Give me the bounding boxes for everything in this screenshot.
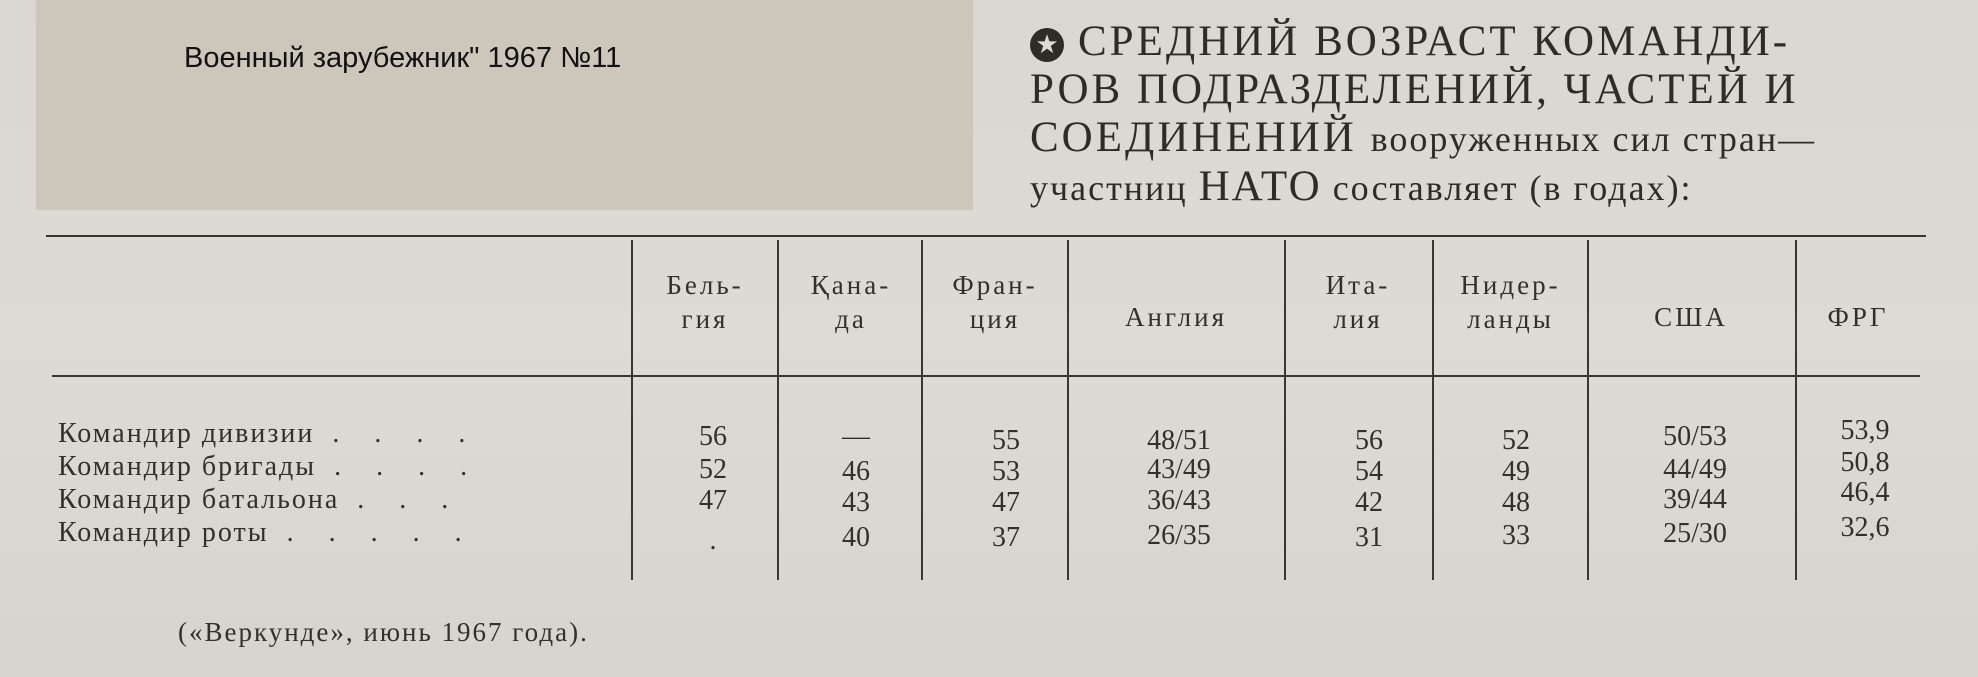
table-cell: 42 [1355,487,1383,518]
table-cell: 49 [1502,456,1530,487]
column-divider [1067,240,1069,580]
table-cell: 50/53 [1663,421,1727,452]
table-cell: 46 [842,456,870,487]
heading-line-3: СОЕДИНЕНИЙ [1030,114,1357,161]
column-header-canada: Қана- да [810,270,892,334]
heading-line-4: участниц [1030,168,1188,208]
source-note: («Веркунде», июнь 1967 года). [178,617,589,647]
column-header-frg: ФРГ [1827,302,1889,332]
star-icon: ★ [1030,28,1064,62]
table-cell: 44/49 [1663,454,1727,485]
row-label: Командир бригады . . . . [58,451,482,482]
table-cell: 40 [842,522,870,553]
table-cell: 53,9 [1840,415,1890,446]
column-divider [1284,240,1286,580]
table-cell: 46,4 [1840,477,1890,508]
column-divider [1432,240,1434,580]
table-cell: 43 [842,487,870,518]
table-cell: 56 [699,421,727,452]
table-top-rule [46,235,1926,237]
row-label: Командир роты . . . . . [58,517,476,548]
heading-line-4-cont: составляет (в годах): [1332,168,1693,208]
column-header-italy: Ита- лия [1325,270,1391,334]
heading-line-2: РОВ ПОДРАЗДЕЛЕНИЙ, ЧАСТЕЙ И [1030,66,1799,113]
table-cell: 54 [1355,456,1383,487]
table-cell: 47 [699,485,727,516]
column-divider [1587,240,1589,580]
table-cell: 53 [992,456,1020,487]
table-cell: 26/35 [1147,520,1211,551]
caption-text: Военный зарубежник" 1967 №11 [184,42,622,74]
heading-line-1: СРЕДНИЙ ВОЗРАСТ КОМАНДИ- [1078,18,1791,65]
column-divider [777,240,779,580]
table-cell: 52 [1502,425,1530,456]
table-cell: 55 [992,425,1020,456]
table-cell: 48 [1502,487,1530,518]
table-cell: 36/43 [1147,485,1211,516]
column-divider [1795,240,1797,580]
column-header-netherlands: Нидер- ланды [1460,270,1561,334]
table-cell: 39/44 [1663,484,1727,515]
table-cell: 33 [1502,520,1530,551]
heading-nato: НАТО [1198,163,1322,210]
table-cell: 50,8 [1840,447,1890,478]
column-header-usa: США [1654,302,1728,332]
table-cell: 56 [1355,425,1383,456]
column-header-england: Англия [1125,302,1227,332]
heading-line-3-cont: вооруженных сил стран— [1370,119,1817,159]
table-cell: 37 [992,522,1020,553]
column-divider [921,240,923,580]
table-cell: . [709,525,717,556]
caption-box [36,0,973,210]
row-label: Командир батальона . . . [58,484,463,515]
row-label: Командир дивизии . . . . [58,418,480,449]
heading [1030,18,1930,212]
table-cell: 31 [1355,522,1383,553]
table-cell: 52 [699,454,727,485]
table-cell: 47 [992,487,1020,518]
table-cell: — [842,421,870,452]
table-cell: 25/30 [1663,518,1727,549]
table-cell: 32,6 [1840,512,1890,543]
column-header-belgium: Бель- гия [666,270,744,334]
table-cell: 43/49 [1147,454,1211,485]
table-cell: 48/51 [1147,425,1211,456]
column-divider [631,240,633,580]
column-header-france: Фран- ция [952,270,1038,334]
table-header-rule [52,375,1920,377]
